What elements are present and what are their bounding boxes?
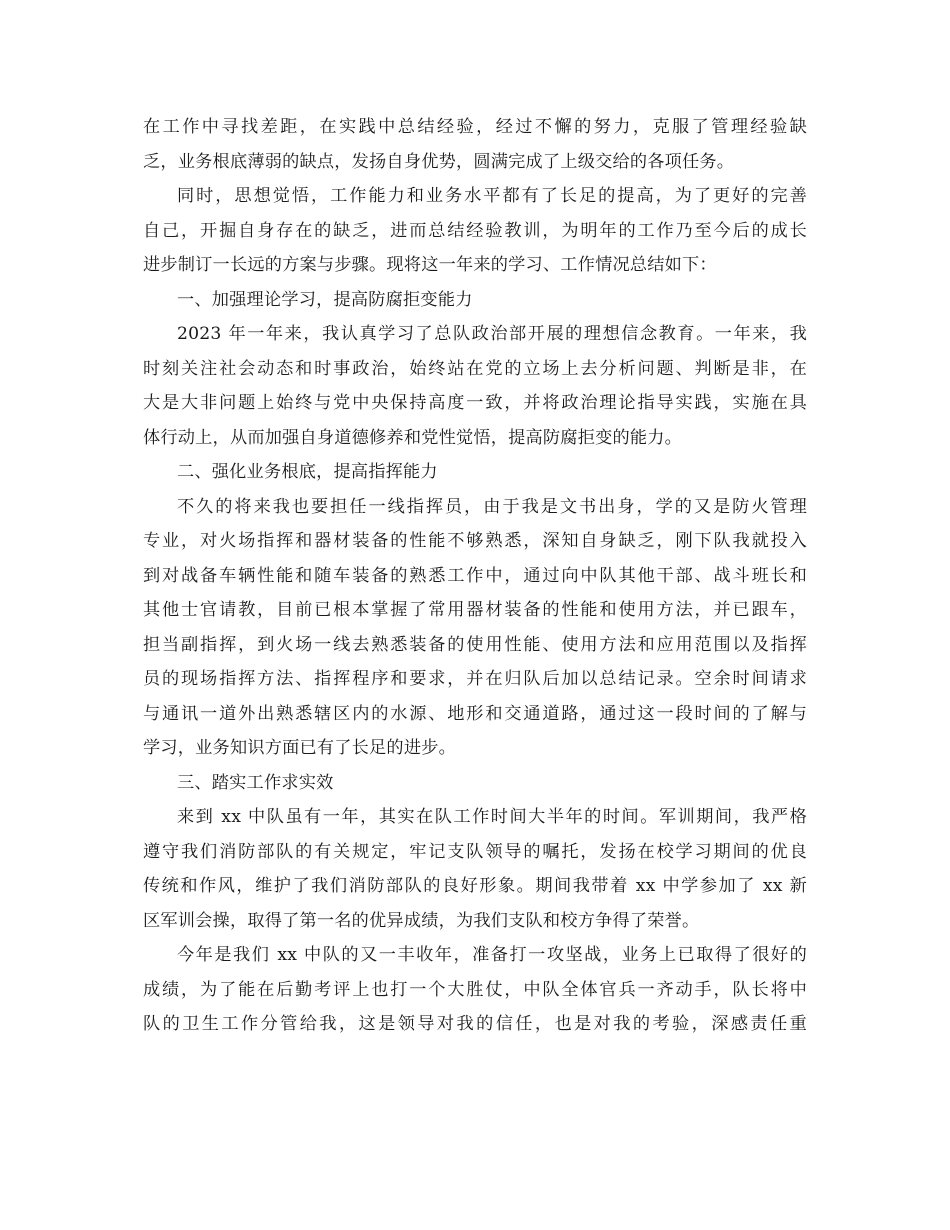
text-line: 2023 年一年来，我认真学习了总队政治部开展的理想信念教育。一年来，我 (177, 324, 807, 344)
text-line: 员的现场指挥方法、指挥程序和要求，并在归队后加以总结记录。空余时间请求 (143, 669, 807, 689)
text-line: 一、加强理论学习，提高防腐拒变能力 (177, 289, 473, 310)
text-line: 遵守我们消防部队的有关规定，牢记支队领导的嘱托，发扬在校学习期间的优良 (143, 841, 807, 862)
text-line: 来到 xx 中队虽有一年，其实在队工作时间大半年的时间。军训期间，我严格 (177, 807, 807, 827)
text-line: 专业，对火场指挥和器材装备的性能不够熟悉，深知自身缺乏，刚下队我就投入 (143, 531, 807, 551)
text-line: 二、强化业务根底，提高指挥能力 (177, 462, 438, 482)
text-line: 到对战备车辆性能和随车装备的熟悉工作中，通过向中队其他干部、战斗班长和 (143, 565, 807, 586)
text-line: 乏，业务根底薄弱的缺点，发扬自身优势，圆满完成了上级交给的各项任务。 (143, 151, 735, 172)
text-line: 自己，开掘自身存在的缺乏，进而总结经验教训，为明年的工作乃至今后的成长 (143, 220, 807, 241)
text-line: 进步制订一长远的方案与步骤。现将这一年来的学习、工作情况总结如下： (143, 255, 717, 275)
text-line: 三、踏实工作求实效 (177, 772, 334, 793)
text-line: 成绩，为了能在后勤考评上也打一个大胜仗，中队全体官兵一齐动手，队长将中 (143, 979, 807, 1000)
text-line: 担当副指挥，到火场一线去熟悉装备的使用性能、使用方法和应用范围以及指挥 (143, 634, 807, 655)
text-line: 其他士官请教，目前已根本掌握了常用器材装备的性能和使用方法，并已跟车， (143, 600, 807, 620)
text-line: 大是大非问题上始终与党中央保持高度一致，并将政治理论指导实践，实施在具 (143, 393, 807, 413)
text-line: 在工作中寻找差距，在实践中总结经验，经过不懈的努力，克服了管理经验缺 (143, 117, 807, 137)
text-line: 学习，业务知识方面已有了长足的进步。 (143, 738, 456, 758)
text-line: 不久的将来我也要担任一线指挥员，由于我是文书出身，学的又是防火管理 (177, 496, 807, 517)
text-line: 今年是我们 xx 中队的又一丰收年，准备打一攻坚战，业务上已取得了很好的 (177, 945, 807, 965)
text-line: 时刻关注社会动态和时事政治，始终站在党的立场上去分析问题、判断是非，在 (143, 358, 807, 379)
text-line: 同时，思想觉悟，工作能力和业务水平都有了长足的提高，为了更好的完善 (177, 186, 807, 206)
text-line: 与通讯一道外出熟悉辖区内的水源、地形和交通道路，通过这一段时间的了解与 (143, 703, 807, 724)
text-line: 传统和作风，维护了我们消防部队的良好形象。期间我带着 xx 中学参加了 xx 新 (143, 876, 807, 896)
text-line: 队的卫生工作分管给我，这是领导对我的信任，也是对我的考验，深感责任重 (143, 1014, 807, 1034)
document-body (143, 110, 807, 1042)
text-line: 区军训会操，取得了第一名的优异成绩，为我们支队和校方争得了荣誉。 (143, 910, 700, 931)
text-line: 体行动上，从而加强自身道德修养和党性觉悟，提高防腐拒变的能力。 (143, 427, 683, 448)
